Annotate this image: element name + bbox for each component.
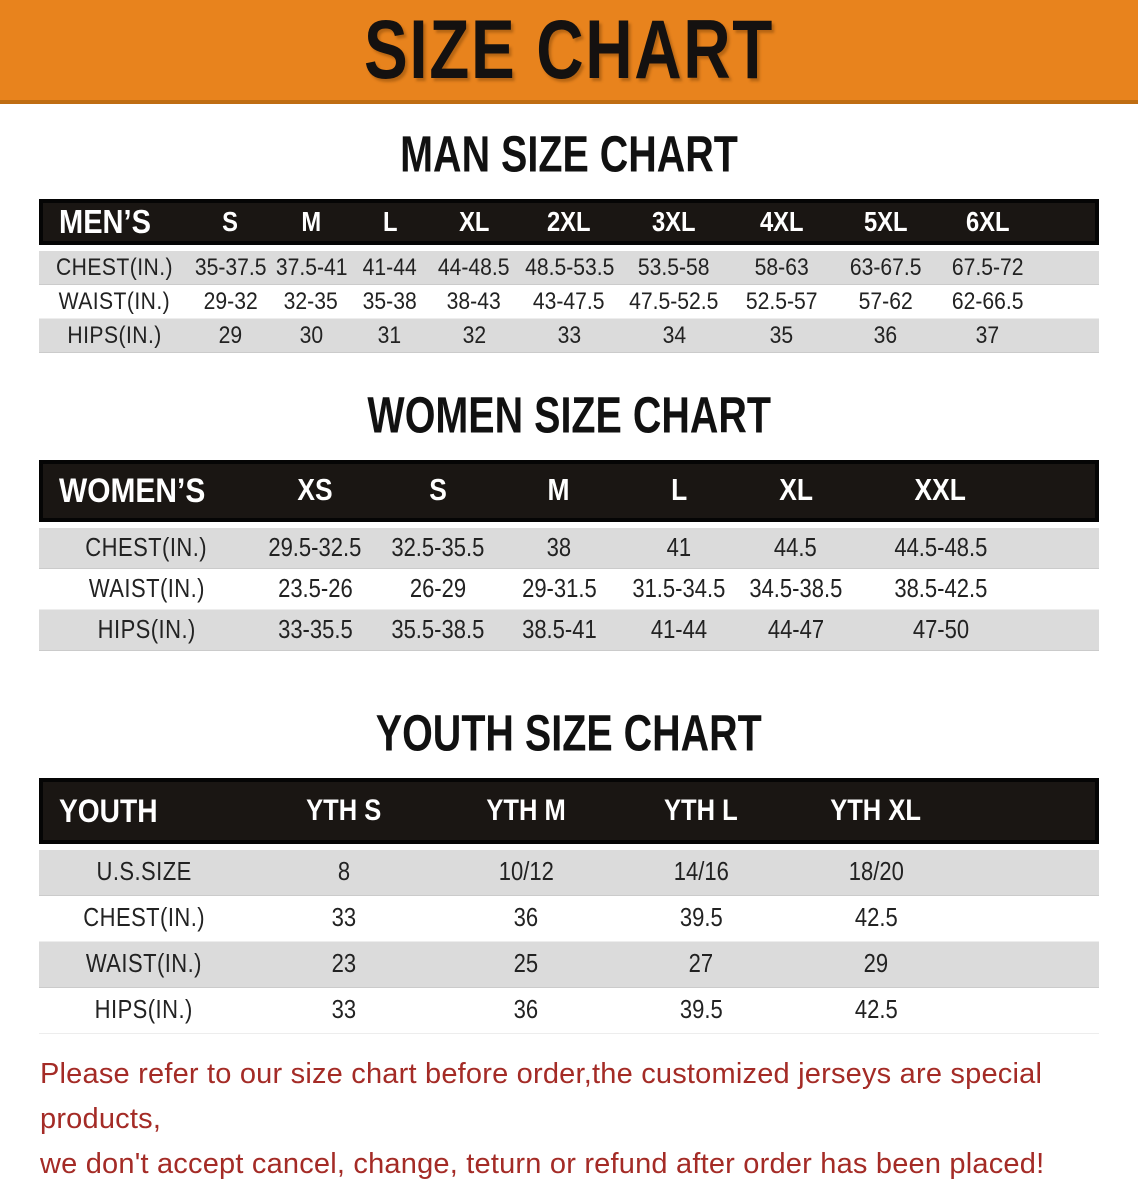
- size-value: 32-35: [271, 285, 351, 319]
- size-value: 42.5: [788, 988, 963, 1034]
- row-filler: [1028, 610, 1099, 651]
- page-title: SIZE CHART: [364, 3, 774, 96]
- size-value: 29-32: [190, 285, 272, 319]
- size-value: 26-29: [376, 569, 499, 610]
- row-filler: [1039, 285, 1099, 319]
- size-value: 53.5-58: [619, 245, 729, 285]
- group-label: WOMEN’S: [39, 460, 254, 522]
- size-header: XL: [429, 199, 519, 245]
- size-header: 6XL: [937, 199, 1039, 245]
- size-value: 25: [439, 942, 614, 988]
- size-value: 36: [439, 988, 614, 1034]
- measurement-row: [39, 522, 1099, 569]
- size-header: M: [271, 199, 351, 245]
- size-value: 31: [351, 319, 429, 353]
- size-value: 39.5: [614, 896, 789, 942]
- size-value: 18/20: [788, 844, 963, 896]
- size-header: XS: [254, 460, 376, 522]
- size-value: 62-66.5: [937, 285, 1039, 319]
- men-size-table: [39, 199, 1099, 353]
- size-header: 3XL: [619, 199, 729, 245]
- size-value: 38-43: [429, 285, 519, 319]
- row-filler: [1028, 522, 1099, 569]
- size-value: 44.5-48.5: [853, 522, 1028, 569]
- row-label: U.S.SIZE: [39, 844, 249, 896]
- size-value: 47-50: [853, 610, 1028, 651]
- men-section-title: MAN SIZE CHART: [400, 124, 738, 183]
- size-value: 35: [729, 319, 834, 353]
- size-value: 58-63: [729, 245, 834, 285]
- size-value: 34: [619, 319, 729, 353]
- row-filler: [963, 942, 1099, 988]
- header-filler: [1028, 460, 1099, 522]
- size-value: 32: [429, 319, 519, 353]
- row-filler: [963, 844, 1099, 896]
- row-filler: [1039, 319, 1099, 353]
- size-value: 30: [271, 319, 351, 353]
- size-value: 35-38: [351, 285, 429, 319]
- size-header: YTH XL: [788, 778, 963, 844]
- size-value: 34.5-38.5: [739, 569, 853, 610]
- size-header: M: [499, 460, 619, 522]
- size-value: 41-44: [351, 245, 429, 285]
- size-value: 44-48.5: [429, 245, 519, 285]
- row-label: CHEST(IN.): [39, 245, 190, 285]
- size-header-row: [39, 778, 1099, 844]
- youth-section-title: YOUTH SIZE CHART: [375, 703, 763, 762]
- size-value: 27: [614, 942, 789, 988]
- size-value: 8: [249, 844, 439, 896]
- size-value: 52.5-57: [729, 285, 834, 319]
- disclaimer-line-2: we don't accept cancel, change, teturn or refund after order has been placed!: [40, 1148, 1045, 1180]
- size-value: 33: [519, 319, 619, 353]
- size-value: 23.5-26: [254, 569, 376, 610]
- size-header: 4XL: [729, 199, 834, 245]
- measurement-row: [39, 610, 1099, 651]
- row-filler: [963, 988, 1099, 1034]
- size-value: 37: [937, 319, 1039, 353]
- size-header: YTH M: [439, 778, 614, 844]
- size-value: 29.5-32.5: [254, 522, 376, 569]
- measurement-row: [39, 988, 1099, 1034]
- group-label: MEN’S: [39, 199, 190, 245]
- size-header: XXL: [853, 460, 1028, 522]
- size-value: 38.5-42.5: [853, 569, 1028, 610]
- size-header: S: [376, 460, 499, 522]
- size-value: 33: [249, 896, 439, 942]
- row-label: WAIST(IN.): [39, 285, 190, 319]
- size-value: 47.5-52.5: [619, 285, 729, 319]
- youth-size-table: [39, 778, 1099, 1034]
- size-value: 41: [619, 522, 739, 569]
- disclaimer-line-1: Please refer to our size chart before order,the customized jerseys are special products,: [40, 1058, 1043, 1135]
- size-value: 14/16: [614, 844, 789, 896]
- size-header: YTH S: [249, 778, 439, 844]
- size-value: 33-35.5: [254, 610, 376, 651]
- size-value: 41-44: [619, 610, 739, 651]
- row-label: HIPS(IN.): [39, 610, 254, 651]
- row-label: WAIST(IN.): [39, 569, 254, 610]
- row-filler: [963, 896, 1099, 942]
- row-label: CHEST(IN.): [39, 896, 249, 942]
- size-value: 32.5-35.5: [376, 522, 499, 569]
- size-value: 39.5: [614, 988, 789, 1034]
- measurement-row: [39, 319, 1099, 353]
- row-label: HIPS(IN.): [39, 988, 249, 1034]
- row-filler: [1028, 569, 1099, 610]
- size-value: 35-37.5: [190, 245, 272, 285]
- measurement-row: [39, 285, 1099, 319]
- size-header-row: [39, 460, 1099, 522]
- size-value: 48.5-53.5: [519, 245, 619, 285]
- size-header: YTH L: [614, 778, 789, 844]
- row-label: HIPS(IN.): [39, 319, 190, 353]
- row-label: CHEST(IN.): [39, 522, 254, 569]
- women-section-title: WOMEN SIZE CHART: [367, 385, 771, 444]
- size-value: 63-67.5: [834, 245, 937, 285]
- size-value: 43-47.5: [519, 285, 619, 319]
- size-value: 36: [834, 319, 937, 353]
- size-value: 57-62: [834, 285, 937, 319]
- measurement-row: [39, 896, 1099, 942]
- measurement-row: [39, 844, 1099, 896]
- size-value: 33: [249, 988, 439, 1034]
- row-label: WAIST(IN.): [39, 942, 249, 988]
- size-value: 37.5-41: [271, 245, 351, 285]
- row-filler: [1039, 245, 1099, 285]
- size-value: 38.5-41: [499, 610, 619, 651]
- size-value: 29-31.5: [499, 569, 619, 610]
- measurement-row: [39, 942, 1099, 988]
- size-value: 29: [788, 942, 963, 988]
- header-filler: [963, 778, 1099, 844]
- disclaimer: [40, 1052, 1118, 1187]
- size-value: 31.5-34.5: [619, 569, 739, 610]
- size-value: 36: [439, 896, 614, 942]
- women-size-table: [39, 460, 1099, 651]
- size-header: 5XL: [834, 199, 937, 245]
- size-value: 44.5: [739, 522, 853, 569]
- size-value: 10/12: [439, 844, 614, 896]
- size-header: XL: [739, 460, 853, 522]
- header-filler: [1039, 199, 1099, 245]
- size-header: L: [619, 460, 739, 522]
- size-value: 67.5-72: [937, 245, 1039, 285]
- size-value: 35.5-38.5: [376, 610, 499, 651]
- measurement-row: [39, 569, 1099, 610]
- size-value: 38: [499, 522, 619, 569]
- size-value: 29: [190, 319, 272, 353]
- size-header-row: [39, 199, 1099, 245]
- size-value: 23: [249, 942, 439, 988]
- size-header: S: [190, 199, 272, 245]
- size-header: L: [351, 199, 429, 245]
- size-value: 42.5: [788, 896, 963, 942]
- size-header: 2XL: [519, 199, 619, 245]
- group-label: YOUTH: [39, 778, 249, 844]
- size-chart-banner: [0, 0, 1138, 104]
- size-value: 44-47: [739, 610, 853, 651]
- measurement-row: [39, 245, 1099, 285]
